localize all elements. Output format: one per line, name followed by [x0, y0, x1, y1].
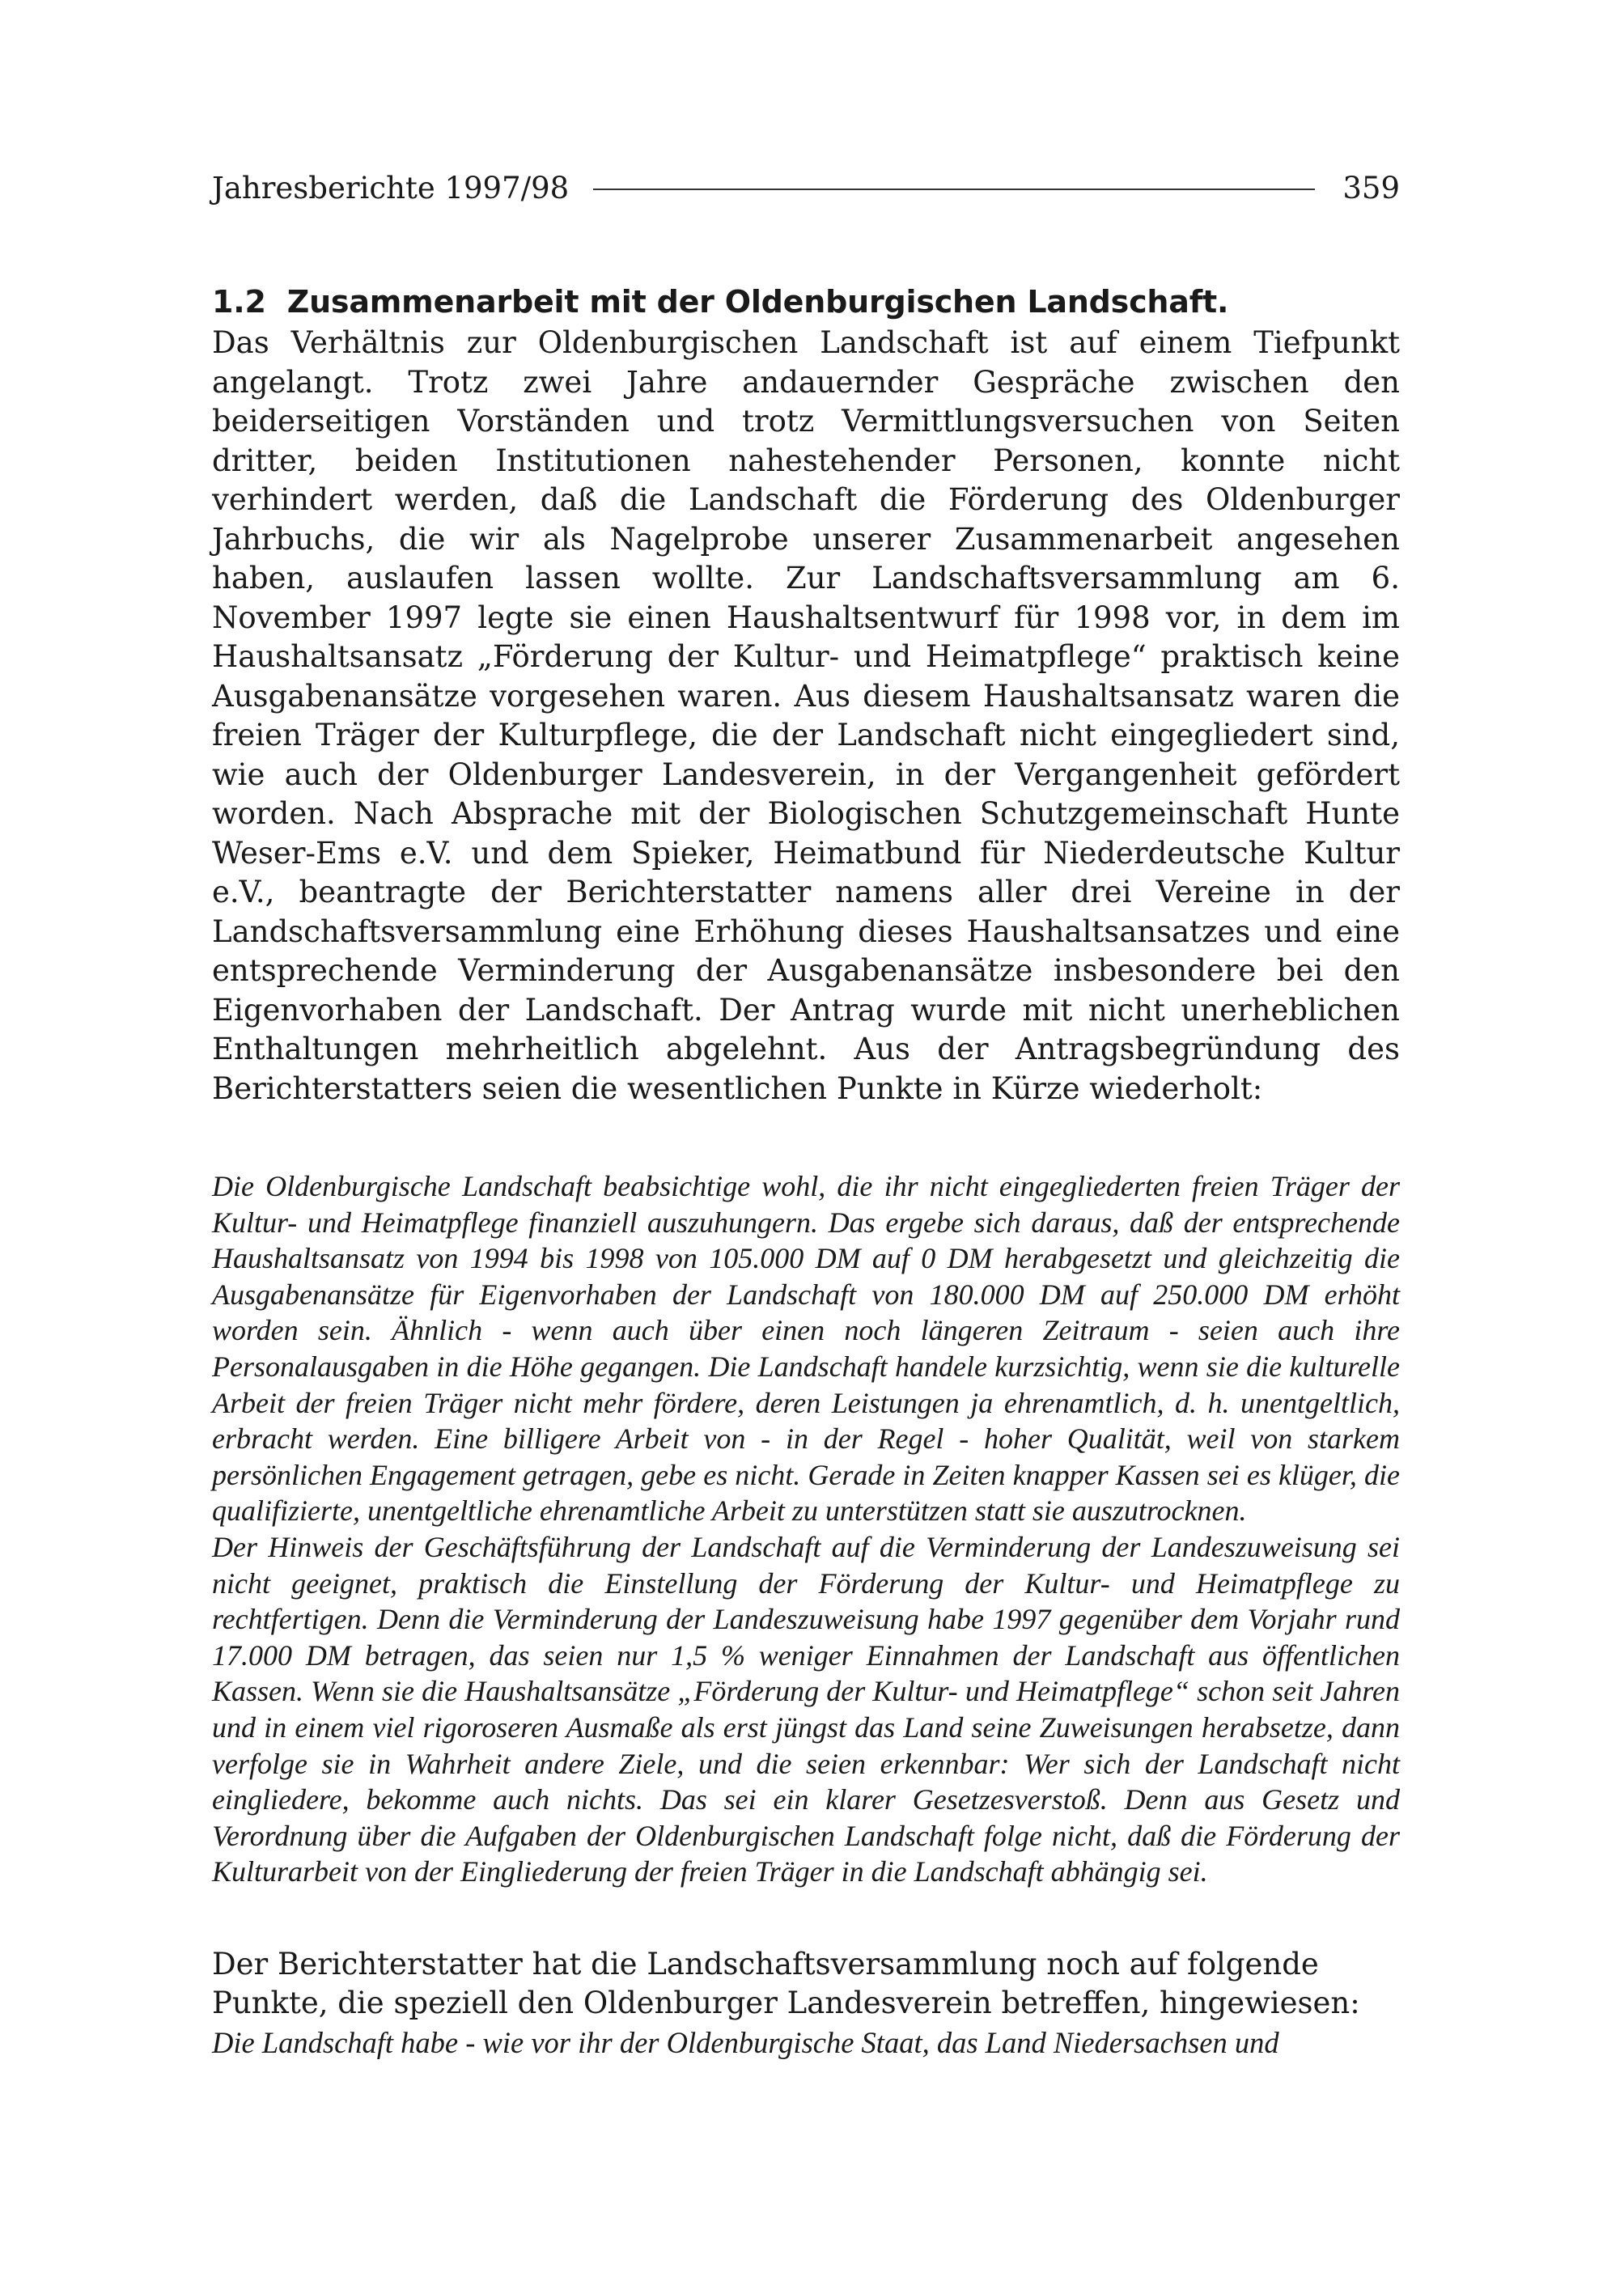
page-number: 359: [1342, 170, 1400, 206]
running-title: Jahresberichte 1997/98: [212, 170, 570, 206]
quoted-argument-2: Der Hinweis der Geschäftsführung der Landschaft auf die Verminderung der Landeszuweisung sei nicht geeignet, praktisch die Einstellung der Förderung der Kultur- und Heimatpflege zu rechtfertigen. Denn die Verminderung der Landeszuweisung habe 1997 gegenüber dem Vorjahr rund 17.000 DM betragen, das seien nur 1,5 % weniger Einnahmen der Landschaft aus öffentlichen Kassen. Wenn sie die Haushaltsansätze „Förderung der Kultur- und Heimatpflege“ schon seit Jahren und in einem viel rigoroseren Ausmaße als erst jüngst das Land seine Zuweisungen herabsetze, dann verfolge sie in Wahrheit andere Ziele, und die seien erkennbar: Wer sich der Landschaft nicht eingliedere, bekomme auch nichts. Das sei ein klarer Gesetzesverstoß. Denn aus Gesetz und Verordnung über die Aufgaben der Oldenburgischen Landschaft folge nicht, daß die Förderung der Kulturarbeit von der Eingliederung der freien Träger in die Landschaft abhängig sei.: [212, 1530, 1400, 1888]
quoted-argument-1: Die Oldenburgische Landschaft beabsichtige wohl, die ihr nicht eingegliederten freien Träger der Kultur- und Heimatpflege finanziell auszuhungern. Das ergebe sich daraus, daß der entsprechende Haushaltsansatz von 1994 bis 1998 von 105.000 DM auf 0 DM herabgesetzt und gleichzeitig die Ausgabenansätze für Eigenvorhaben der Landschaft von 180.000 DM auf 250.000 DM erhöht worden sein. Ähnlich - wenn auch über einen noch längeren Zeitraum - seien auch ihre Personalausgaben in die Höhe gegangen. Die Landschaft handele kurzsichtig, wenn sie die kulturelle Arbeit der freien Träger nicht mehr fördere, deren Leistungen ja ehrenamtlich, d. h. unentgeltlich, erbracht werden. Eine billigere Arbeit von - in der Regel - hoher Qualität, weil von starkem persönlichen Engagement getragen, gebe es nicht. Gerade in Zeiten knapper Kassen sei es klüger, die qualifizierte, unentgeltliche ehrenamtliche Arbeit zu unterstützen statt sie auszutrocknen.: [212, 1170, 1400, 1528]
intro-paragraph: Das Verhältnis zur Oldenburgischen Landschaft ist auf einem Tiefpunkt angelangt. Trotz zwei Jahre andauernder Gespräche zwischen den beiderseitigen Vorständen und trotz Vermittlungsversuchen von Seiten dritter, beiden Institutionen nahestehender Personen, konnte nicht verhindert werden, daß die Landschaft die Förderung des Oldenburger Jahrbuchs, die wir als Nagelprobe unserer Zusammenarbeit angesehen haben, auslaufen lassen wollte. Zur Landschaftsversammlung am 6. November 1997 legte sie einen Haushaltsentwurf für 1998 vor, in dem im Haushaltsansatz „Förderung der Kultur- und Heimatpflege“ praktisch keine Ausgabenansätze vorgesehen waren. Aus diesem Haushaltsansatz waren die freien Träger der Kulturpflege, die der Landschaft nicht eingegliedert sind, wie auch der Oldenburger Landesverein, in der Vergangenheit gefördert worden. Nach Absprache mit der Biologischen Schutzgemeinschaft Hunte Weser-Ems e.V. und dem Spieker, Heimatbund für Niederdeutsche Kultur e.V., beantragte der Berichterstatter namens aller drei Vereine in der Landschaftsversammlung eine Erhöhung dieses Haushaltsansatzes und eine entsprechende Verminderung der Ausgabenansätze insbesondere bei den Eigenvorhaben der Landschaft. Der Antrag wurde mit nicht unerheblichen Enthaltungen mehrheitlich abgelehnt. Aus der Antragsbegründung des Berichterstatters seien die wesentlichen Punkte in Kürze wiederholt:: [212, 325, 1400, 1106]
running-header: [212, 162, 1400, 214]
closing-paragraph: Der Berichterstatter hat die Landschaftsversammlung noch auf folgende Punkte, die speziell den Oldenburger Landesverein betreffen, hingewiesen:: [212, 1946, 1360, 2021]
section-heading: [212, 282, 1400, 322]
closing-quote-line: Die Landschaft habe - wie vor ihr der Oldenburgische Staat, das Land Niedersachsen und: [212, 2025, 1279, 2059]
section-title: Zusammenarbeit mit der Oldenburgischen Landschaft.: [286, 284, 1229, 320]
document-page: [212, 162, 1400, 2062]
header-rule: [593, 189, 1315, 190]
section-number: 1.2: [212, 284, 266, 320]
